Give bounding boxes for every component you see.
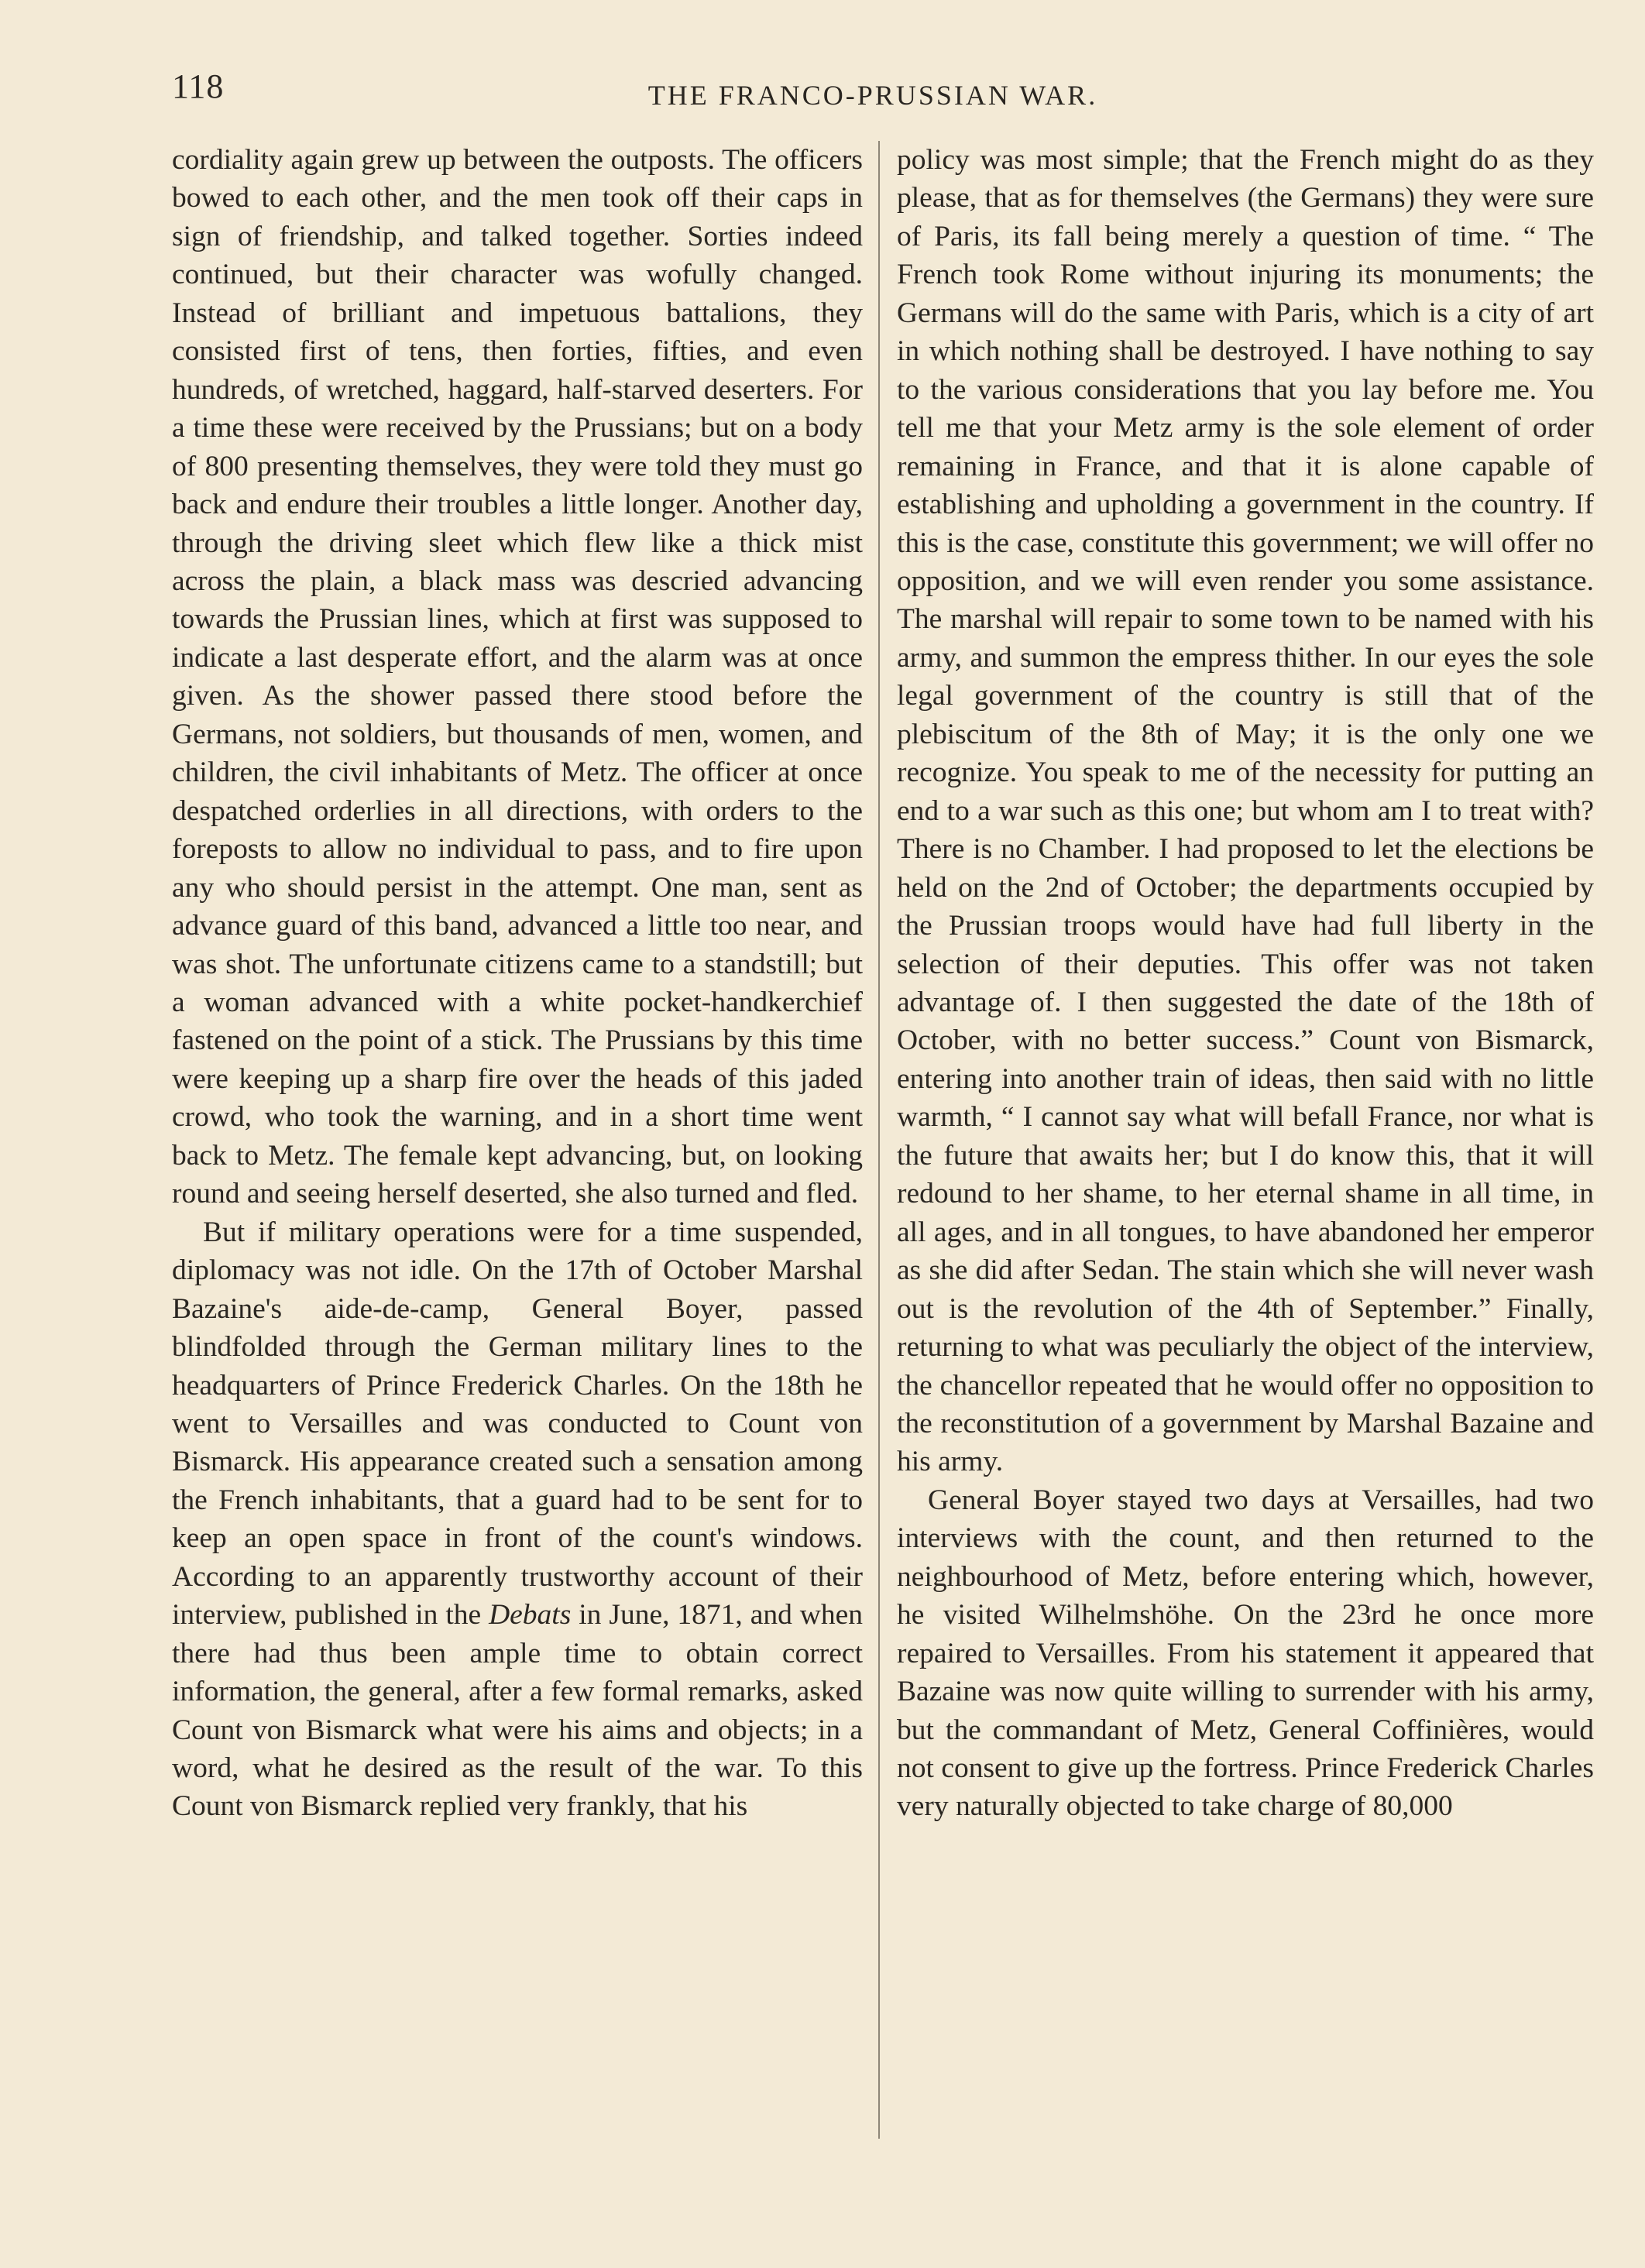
left-paragraph-2-text-b: in June, 1871, and when there had thus been ample time to obtain correct information, the general, after a few formal remarks, asked Count von Bismarck what were his aims and objects; in a word, what he desired as the result of the war. To this Count von Bismarck replied very frankly, that his	[172, 1599, 863, 1823]
running-head-title: THE FRANCO-PRUSSIAN WAR.	[647, 80, 1098, 111]
right-paragraph-2: General Boyer stayed two days at Versailles, had two interviews with the count, and then returned to the neighbourhood of Metz, before entering which, however, he visited Wilhelmshöhe. On the 23rd he once more repaired to Versailles. From his statement it appeared that Bazaine was now quite willing to surrender with his army, but the commandant of Metz, General Coffinières, would not consent to give up the fortress. Prince Frederick Charles very naturally objected to take charge of 80,000	[897, 1484, 1594, 1823]
right-paragraph-1: policy was most simple; that the French might do as they please, that as for themselves (the Germans) they were sure of Paris, its fall being merely a question of time. “ The French took Rome without injuring its monuments; the Germans will do the same with Paris, which is a city of art in which nothing shall be destroyed. I have nothing to say to the various considerations that you lay before me. You tell me that your Metz army is the sole element of order remaining in France, and that it is alone capable of establishing and upholding a government in the country. If this is the case, constitute this government; we will offer no opposition, and we will even render you some assistance. The marshal will repair to some town to be named with his army, and summon the empress thither. In our eyes the sole legal government of the country is still that of the plebiscitum of the 8th of May; it is the only one we recognize. You speak to me of the necessity for putting an end to a war such as this one; but whom am I to treat with? There is no Chamber. I had proposed to let the elections be held on the 2nd of October; the departments occupied by the Prussian troops would have had full liberty in the selection of their deputies. This offer was not taken advantage of. I then suggested the date of the 18th of October, with no better success.” Count von Bismarck, entering into another train of ideas, then said with no little warmth, “ I cannot say what will befall France, nor what is the future that awaits her; but I do know this, that it will redound to her shame, to her eternal shame in all time, in all ages, and in all tongues, to have abandoned her emperor as she did after Sedan. The stain which she will never wash out is the revolution of the 4th of September.” Finally, returning to what was peculiarly the object of the interview, the chancellor repeated that he would offer no opposition to the reconstitution of a government by Marshal Bazaine and his army.	[897, 144, 1594, 1478]
left-paragraph-2	[172, 1213, 863, 1826]
left-column	[172, 141, 863, 1826]
column-divider	[878, 141, 880, 2139]
left-paragraph-2-text-a: But if military operations were for a time suspended, diplomacy was not idle. On the 17th of October Marshal Bazaine's aide-de-camp, General Boyer, passed blindfolded through the German military lines to the headquarters of Prince Frederick Charles. On the 18th he went to Versailles and was conducted to Count von Bismarck. His appearance created such a sensation among the French inhabitants, that a guard had to be sent for to keep an open space in front of the count's windows. According to an apparently trustworthy account of their interview, published in the	[172, 1216, 863, 1632]
left-paragraph-1: cordiality again grew up between the outposts. The officers bowed to each other, and the men took off their caps in sign of friendship, and talked together. Sorties indeed continued, but their character was wofully changed. Instead of brilliant and impetuous battalions, they consisted first of tens, then forties, fifties, and even hundreds, of wretched, haggard, half-starved deserters. For a time these were received by the Prussians; but on a body of 800 presenting themselves, they were told they must go back and endure their troubles a little longer. Another day, through the driving sleet which flew like a thick mist across the plain, a black mass was descried advancing towards the Prussian lines, which at first was supposed to indicate a last desperate effort, and the alarm was at once given. As the shower passed there stood before the Germans, not soldiers, but thousands of men, women, and children, the civil inhabitants of Metz. The officer at once despatched orderlies in all directions, with orders to the foreposts to allow no individual to pass, and to fire upon any who should persist in the attempt. One man, sent as advance guard of this band, advanced a little too near, and was shot. The unfortunate citizens came to a standstill; but a woman advanced with a white pocket-handkerchief fastened on the point of a stick. The Prussians by this time were keeping up a sharp fire over the heads of this jaded crowd, who took the warning, and in a short time went back to Metz. The female kept advancing, but, on looking round and seeing herself deserted, she also turned and fled.	[172, 144, 863, 1210]
right-column	[897, 141, 1594, 1826]
debats-italic: Debats	[489, 1599, 572, 1632]
page-number: 118	[172, 67, 225, 105]
